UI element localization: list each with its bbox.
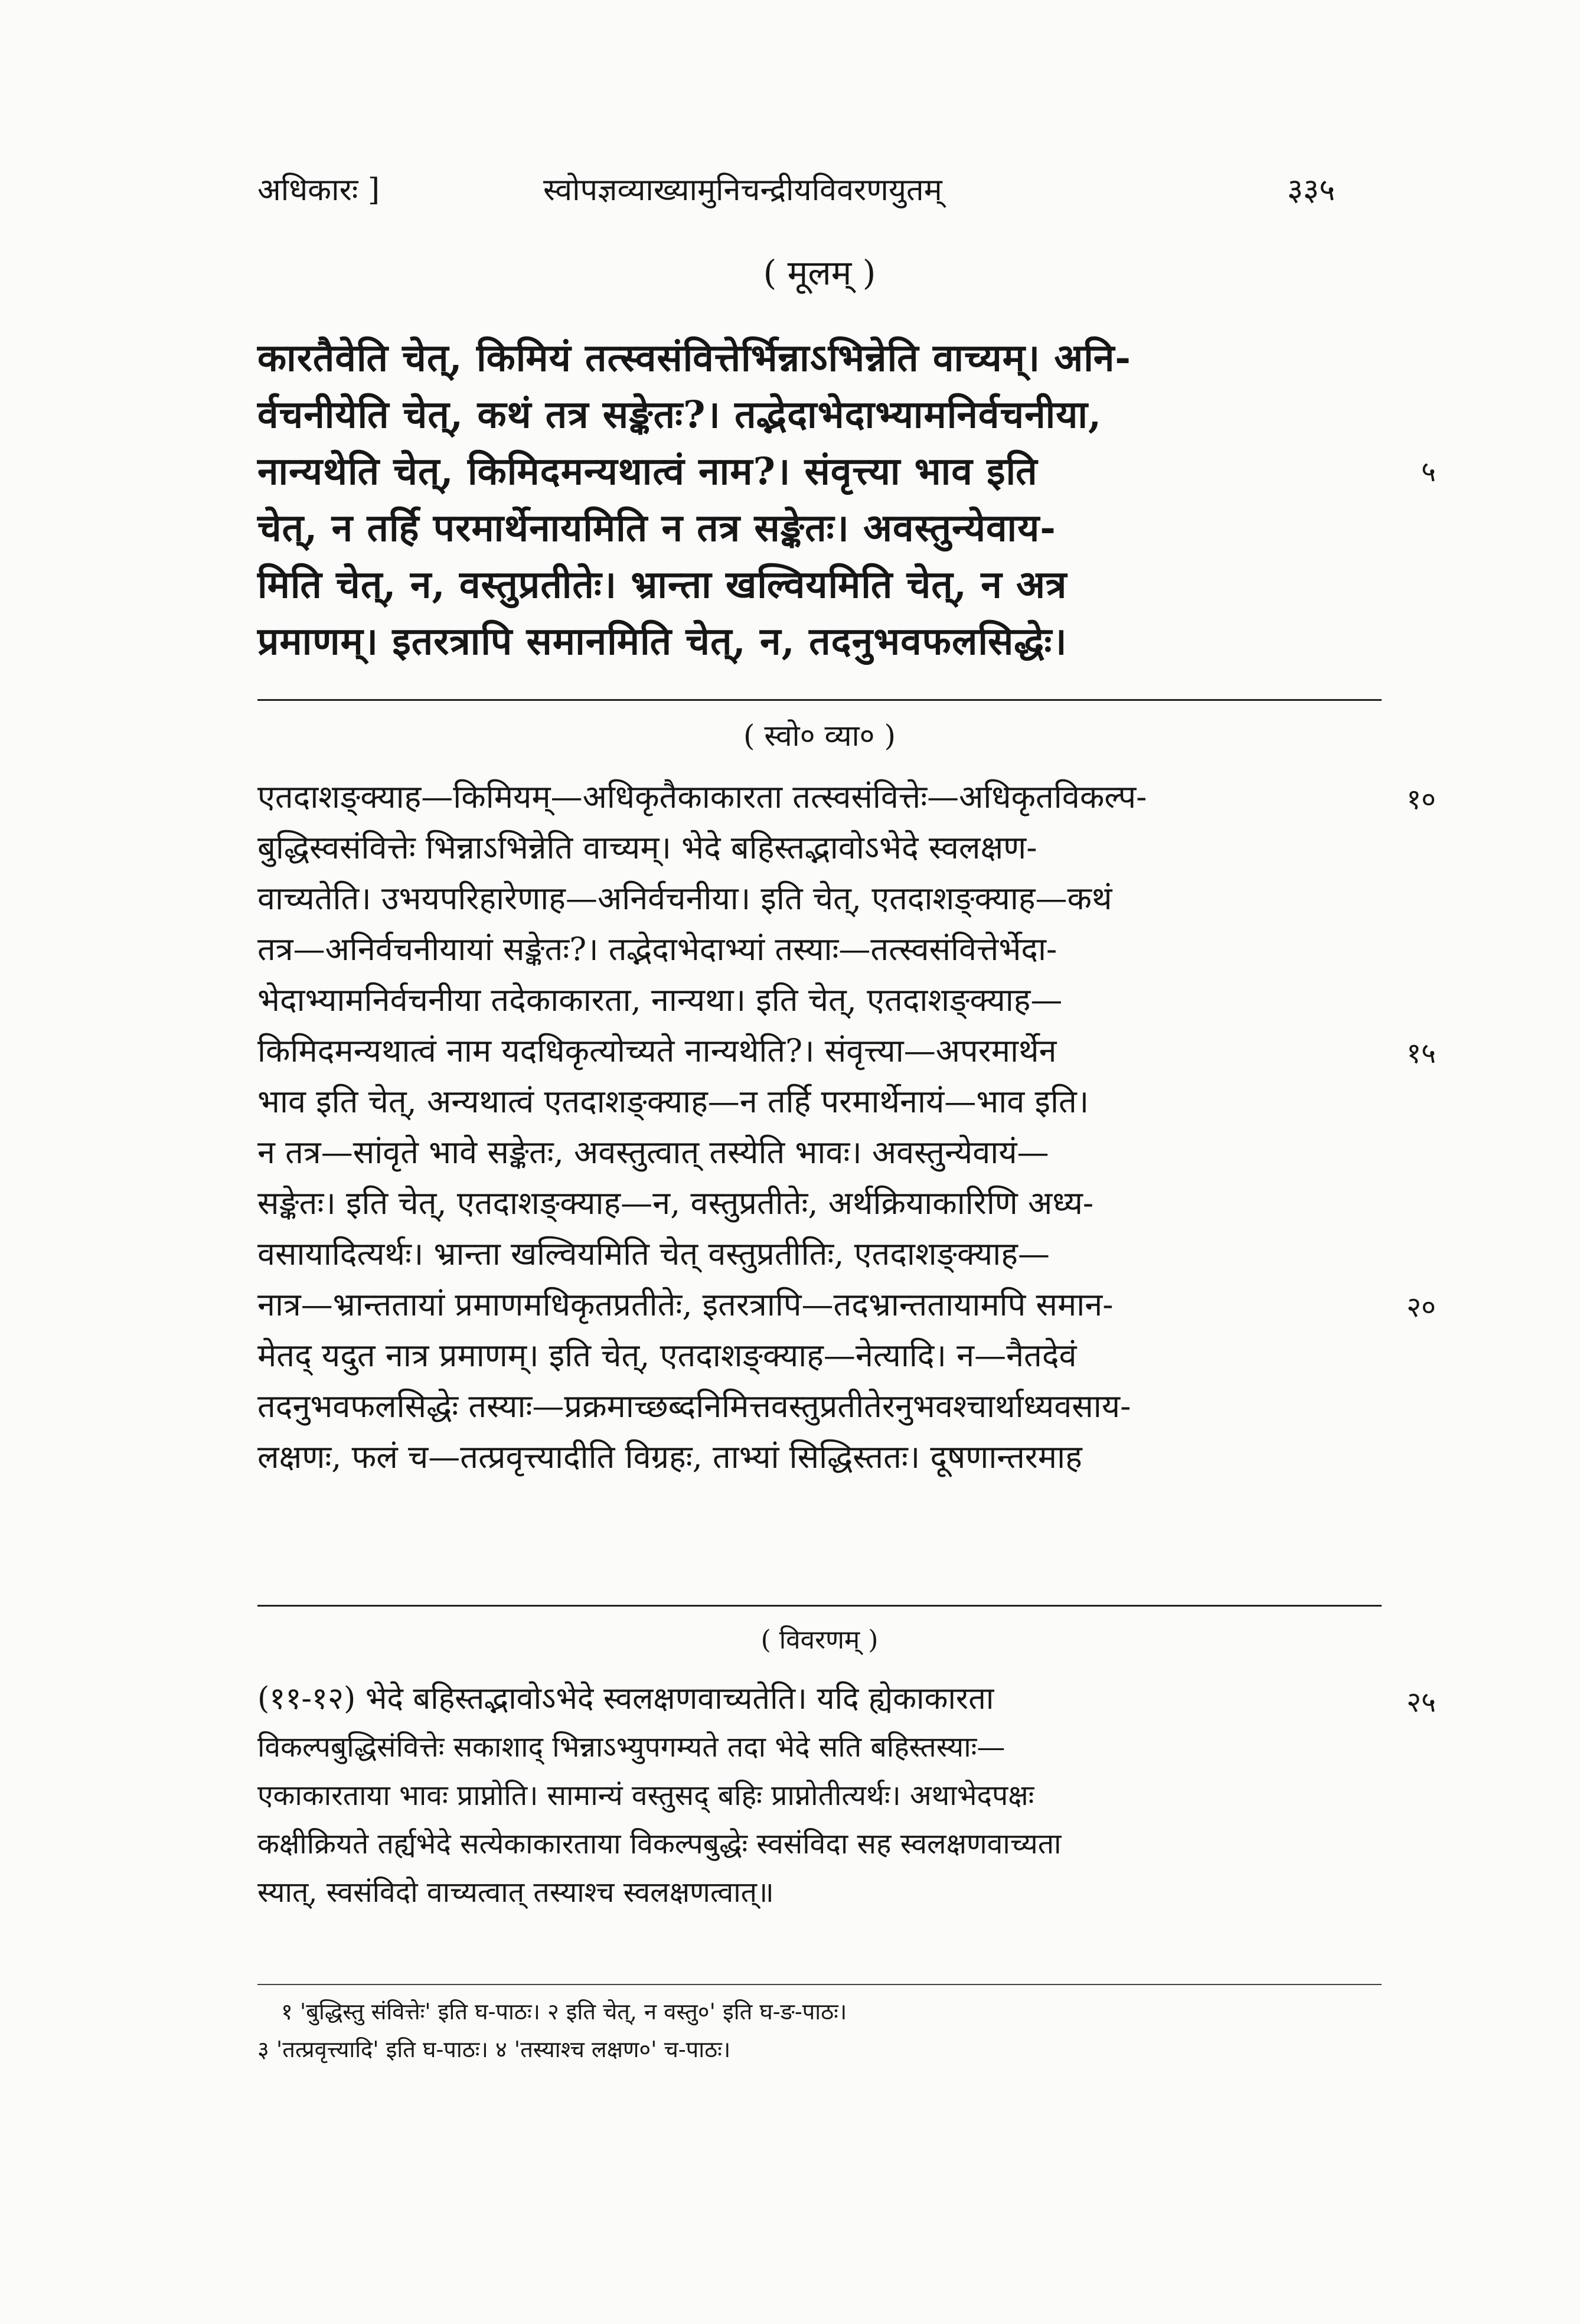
vivarana-line: कक्षीक्रियते तर्ह्यभेदे सत्येकाकारताया विकल्पबुद्धेः स्वसंविदा सह स्वलक्षणवाच्यता bbox=[257, 1827, 1062, 1860]
vyakhya-line: भेदाभ्यामनिर्वचनीया तदेकाकारता, नान्यथा। इति चेत्, एतदाशङ्क्याह— bbox=[257, 981, 1063, 1019]
vyakhya-line: नात्र—भ्रान्ततायां प्रमाणमधिकृतप्रतीतेः, इतरत्रापि—तदभ्रान्ततायामपि समान- bbox=[257, 1286, 1114, 1323]
line-number: ५ bbox=[1421, 455, 1436, 488]
vivarana-line: एकाकारताया भावः प्राप्नोति। सामान्यं वस्तुसद् बहिः प्राप्नोतीत्यर्थः। अथाभेदपक्षः bbox=[257, 1779, 1034, 1812]
vyakhya-line: न तत्र—सांवृते भावे सङ्केतः, अवस्तुत्वात् तस्येति भावः। अवस्तुन्येवायं— bbox=[257, 1134, 1049, 1171]
mula-line: मिति चेत्, न, वस्तुप्रतीतेः। भ्रान्ता खल्वियमिति चेत्, न अत्र bbox=[257, 563, 1068, 607]
mula-line: प्रमाणम्। इतरत्रापि समानमिति चेत्, न, तदनुभवफलसिद्धेः। bbox=[257, 619, 1068, 664]
mula-line: र्वचनीयेति चेत्, कथं तत्र सङ्केतः?। तद्भेदाभेदाभ्यामनिर्वचनीया, bbox=[257, 393, 1102, 437]
vyakhya-heading: ( स्वो० व्या० ) bbox=[743, 719, 896, 753]
vyakhya-line: एतदाशङ्क्याह—किमियम्—अधिकृतैकाकारता तत्स्वसंवित्तेः—अधिकृतविकल्प- bbox=[257, 778, 1147, 815]
section-divider bbox=[257, 699, 1382, 701]
mula-line: कारतैवेति चेत्, किमियं तत्स्वसंवित्तेर्भिन्नाऽभिन्नेति वाच्यम्। अनि- bbox=[257, 336, 1131, 380]
section-divider bbox=[257, 1605, 1382, 1607]
vyakhya-line: मेतद् यदुत नात्र प्रमाणम्। इति चेत्, एतदाशङ्क्याह—नेत्यादि। न—नैतदेवं bbox=[257, 1337, 1077, 1374]
vyakhya-line: वसायादित्यर्थः। भ्रान्ता खल्वियमिति चेत् वस्तुप्रतीतिः, एतदाशङ्क्याह— bbox=[257, 1235, 1050, 1272]
running-head-title: स्वोपज्ञव्याख्यामुनिचन्द्रीयविवरणयुतम् bbox=[543, 172, 942, 208]
mula-line: नान्यथेति चेत्, किमिदमन्यथात्वं नाम?। संवृत्त्या भाव इति bbox=[257, 449, 1038, 494]
vyakhya-line: तत्र—अनिर्वचनीयायां सङ्केतः?। तद्भेदाभेदाभ्यां तस्याः—तत्स्वसंवित्तेर्भेदा- bbox=[257, 931, 1057, 968]
vivarana-line: स्यात्, स्वसंविदो वाच्यत्वात् तस्याश्च स्वलक्षणत्वात्॥ bbox=[257, 1876, 774, 1909]
mula-heading: ( मूलम् ) bbox=[763, 253, 876, 293]
vivarana-line: (११-१२) भेदे बहिस्तद्भावोऽभेदे स्वलक्षणवाच्यतेति। यदि ह्येकाकारता bbox=[257, 1681, 994, 1716]
footnote-line: १ 'बुद्धिस्तु संवित्तेः' इति घ-पाठः। २ इति चेत्, न वस्तु०' इति घ-ङ-पाठः। bbox=[281, 1999, 847, 2025]
line-number: १० bbox=[1406, 783, 1436, 816]
footnote-line: ३ 'तत्प्रवृत्त्यादि' इति घ-पाठः। ४ 'तस्याश्च लक्षण०' च-पाठः। bbox=[257, 2036, 731, 2062]
vivarana-heading: ( विवरणम् ) bbox=[760, 1625, 879, 1655]
vyakhya-line: सङ्केतः। इति चेत्, एतदाशङ्क्याह—न, वस्तुप्रतीतेः, अर्थक्रियाकारिणि अध्य- bbox=[257, 1184, 1094, 1222]
vivarana-section bbox=[257, 1621, 1436, 1975]
vyakhya-line: लक्षणः, फलं च—तत्प्रवृत्त्यादीति विग्रहः, ताभ्यां सिद्धिस्ततः। दूषणान्तरमाह bbox=[257, 1438, 1082, 1476]
vivarana-line: विकल्पबुद्धिसंवित्तेः सकाशाद् भिन्नाऽभ्युपगम्यते तदा भेदे सति बहिस्तस्याः— bbox=[257, 1731, 1006, 1764]
mula-line: चेत्, न तर्हि परमार्थेनायमिति न तत्र सङ्केतः। अवस्तुन्येवाय- bbox=[257, 506, 1056, 550]
page-number: ३३५ bbox=[1287, 172, 1336, 208]
vyakhya-line: किमिदमन्यथात्वं नाम यदधिकृत्योच्यते नान्यथेति?। संवृत्त्या—अपरमार्थेन bbox=[257, 1032, 1057, 1069]
footnote-divider bbox=[257, 1984, 1382, 1985]
line-number: १५ bbox=[1406, 1037, 1436, 1070]
line-number: २५ bbox=[1406, 1686, 1436, 1719]
mula-section bbox=[257, 248, 1436, 697]
vyakhya-line: वाच्यतेति। उभयपरिहारेणाह—अनिर्वचनीया। इति चेत्, एतदाशङ्क्याह—कथं bbox=[257, 880, 1112, 917]
footnotes bbox=[257, 1996, 1382, 2090]
vyakhya-line: बुद्धिस्वसंवित्तेः भिन्नाऽभिन्नेति वाच्यम्। भेदे बहिस्तद्भावोऽभेदे स्वलक्षण- bbox=[257, 829, 1037, 866]
vyakhya-section bbox=[257, 714, 1436, 1600]
line-number: २० bbox=[1406, 1291, 1436, 1324]
vyakhya-line: भाव इति चेत्, अन्यथात्वं एतदाशङ्क्याह—न तर्हि परमार्थेनायं—भाव इति। bbox=[257, 1083, 1089, 1120]
running-head-chapter: अधिकारः ] bbox=[257, 172, 380, 208]
vyakhya-line: तदनुभवफलसिद्धेः तस्याः—प्रक्रमाच्छब्दनिमित्तवस्तुप्रतीतेरनुभवश्चार्थाध्यवसाय- bbox=[257, 1388, 1131, 1425]
